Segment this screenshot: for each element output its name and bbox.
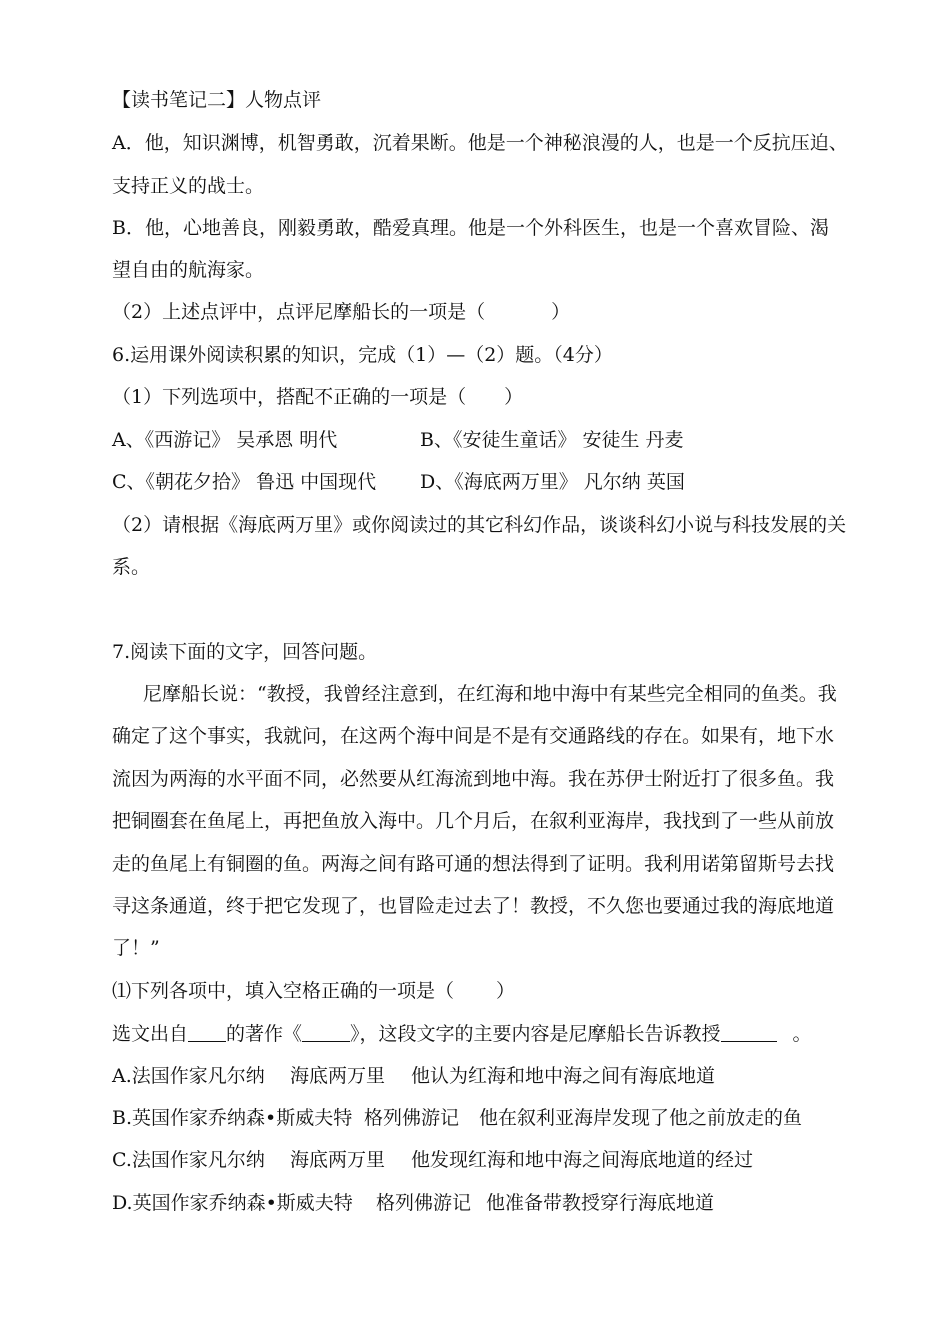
option-7-c-content: 他发现红海和地中海之间海底地道的经过 [411, 1149, 754, 1171]
passage-line: 确定了这个事实，我就问，在这两个海中间是不是有交通路线的存在。如果有，地下水 [112, 725, 835, 747]
question-6-1 [112, 385, 523, 409]
option-7-b-content: 他在叙利亚海岸发现了他之前放走的鱼 [479, 1107, 803, 1129]
question-5-2-text: （2）上述点评中，点评尼摩船长的一项是（ [112, 301, 486, 323]
passage-line: 尼摩船长说：“教授，我曾经注意到，在红海和地中海中有某些完全相同的鱼类。我 [143, 683, 837, 705]
comment-a-line1: A．他，知识渊博，机智勇敢，沉着果断。他是一个神秘浪漫的人，也是一个反抗压迫、 [112, 132, 848, 154]
question-6-1-close: ） [504, 386, 524, 408]
option-7-d-book: 格列佛游记 [376, 1192, 472, 1214]
passage-line: 走的鱼尾上有铜圈的鱼。两海之间有路可通的想法得到了证明。我利用诺第留斯号去找 [112, 853, 835, 875]
option-7-d [112, 1191, 714, 1215]
question-7-title: 7.阅读下面的文字，回答问题。 [112, 641, 378, 663]
option-6-d: D、《海底两万里》 凡尔纳 英国 [420, 471, 685, 493]
content-blank [721, 1021, 777, 1042]
option-6-b: B、《安徒生童话》 安徒生 丹麦 [420, 429, 684, 451]
option-7-d-author: D.英国作家乔纳森•斯威夫特 [112, 1192, 353, 1214]
passage-line: 了！” [112, 937, 160, 959]
option-7-c-book: 海底两万里 [290, 1149, 386, 1171]
option-7-a-book: 海底两万里 [290, 1065, 386, 1087]
option-7-a [112, 1064, 715, 1088]
passage-line: 把铜圈套在鱼尾上，再把鱼放入海中。几个月后，在叙利亚海岸，我找到了一些从前放 [112, 810, 835, 832]
option-6-c: C、《朝花夕拾》 鲁迅 中国现代 [112, 471, 377, 493]
option-7-b-author: B.英国作家乔纳森•斯威夫特 [112, 1107, 353, 1129]
question-7-1 [112, 979, 515, 1003]
fill-text-part1: 选文出自 [112, 1023, 189, 1045]
author-blank [188, 1021, 226, 1042]
passage-line: 流因为两海的水平面不同，必然要从红海流到地中海。我在苏伊士附近打了很多鱼。我 [112, 768, 835, 790]
question-6-2-line2: 系。 [112, 556, 151, 578]
option-6-a: A、《西游记》 吴承恩 明代 [112, 429, 338, 451]
fill-text-part2: 的著作《 [226, 1023, 303, 1045]
option-7-a-content: 他认为红海和地中海之间有海底地道 [411, 1065, 716, 1087]
question-5-2 [112, 300, 570, 324]
comment-a-line2: 支持正义的战士。 [112, 175, 265, 197]
option-7-d-content: 他准备带教授穿行海底地道 [486, 1192, 715, 1214]
question-6-title: 6.运用课外阅读积累的知识，完成（1）—（2）题。（4分） [112, 344, 613, 366]
option-7-b-book: 格列佛游记 [364, 1107, 460, 1129]
option-7-a-author: A.法国作家凡尔纳 [112, 1065, 265, 1087]
option-7-b [112, 1106, 802, 1130]
passage-line: 寻这条通道，终于把它发现了，也冒险走过去了！教授，不久您也要通过我的海底地道 [112, 895, 835, 917]
comment-b-line1: B．他，心地善良，刚毅勇敢，酷爱真理。他是一个外科医生，也是一个喜欢冒险、渴 [112, 217, 829, 239]
question-6-1-text: （1）下列选项中，搭配不正确的一项是（ [112, 386, 467, 408]
fill-text-part4: 。 [792, 1023, 812, 1045]
question-5-2-close: ） [551, 301, 571, 323]
fill-in-sentence [112, 1021, 812, 1045]
question-7-1-close: ） [496, 980, 516, 1002]
fill-text-part3: 》，这段文字的主要内容是尼摩船长告诉教授 [350, 1023, 721, 1045]
title-blank [302, 1021, 350, 1042]
option-7-c-author: C.法国作家凡尔纳 [112, 1149, 265, 1171]
option-7-c [112, 1148, 753, 1172]
question-6-2-line1: （2）请根据《海底两万里》或你阅读过的其它科幻作品，谈谈科幻小说与科技发展的关 [112, 514, 847, 536]
comment-b-line2: 望自由的航海家。 [112, 259, 265, 281]
question-7-1-text: ⑴下列各项中，填入空格正确的一项是（ [112, 980, 455, 1002]
note-heading: 【读书笔记二】人物点评 [112, 89, 322, 111]
